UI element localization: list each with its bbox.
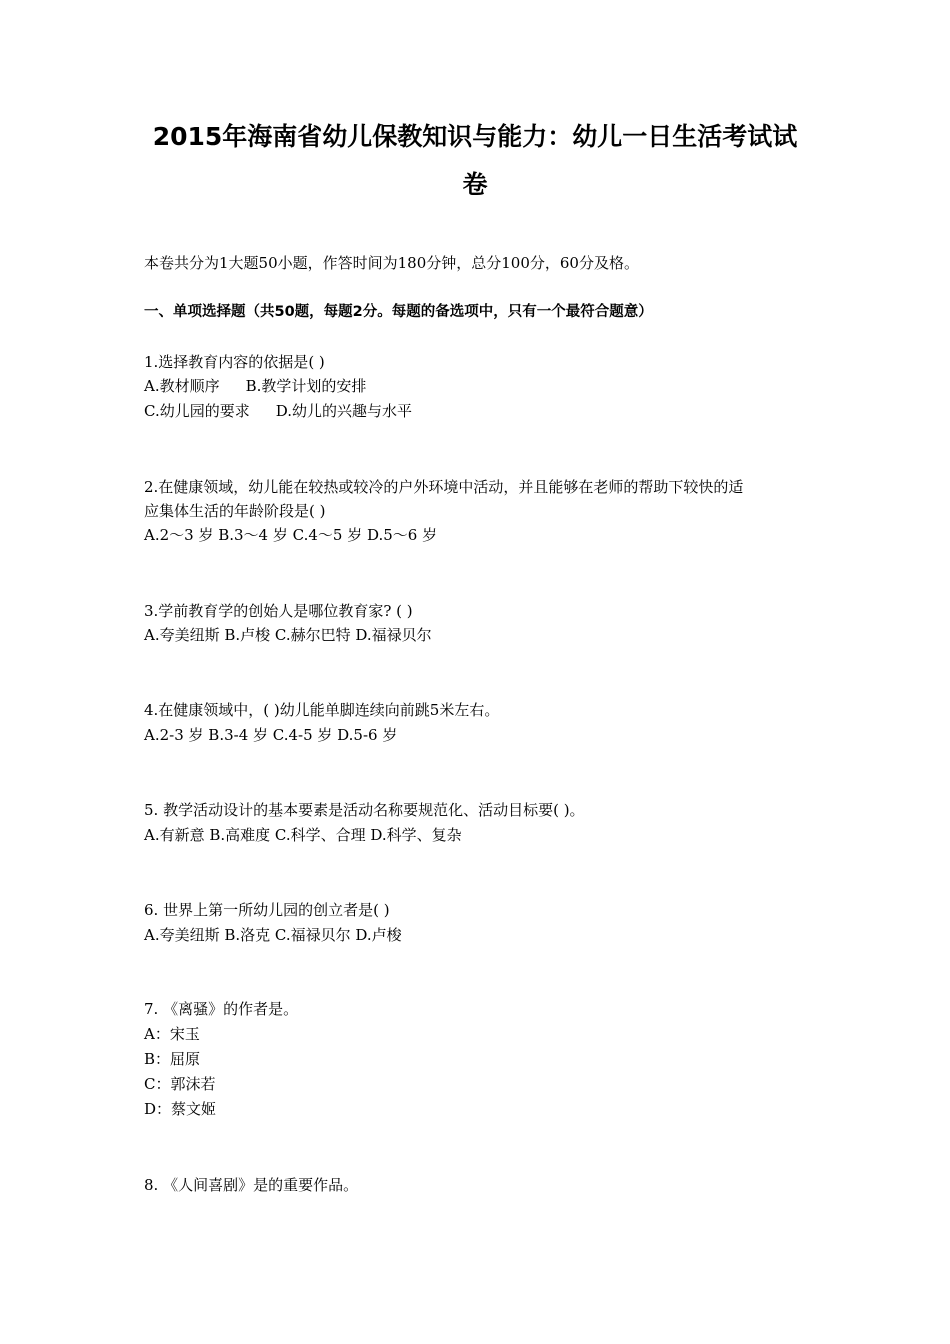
question-6-stem: 6. 世界上第一所幼儿园的创立者是( )	[144, 901, 390, 919]
question-5-stem: 5. 教学活动设计的基本要素是活动名称要规范化、活动目标要( )。	[144, 801, 585, 819]
question-1-options-row2	[144, 400, 834, 422]
question-6-options: A.夸美纽斯 B.洛克 C.福禄贝尔 D.卢梭	[144, 926, 402, 944]
question-1-option-d: D.幼儿的兴趣与水平	[275, 402, 412, 420]
question-3-stem: 3.学前教育学的创始人是哪位教育家? ( )	[144, 602, 413, 620]
question-1-option-b: B.教学计划的安排	[245, 377, 367, 395]
question-7-option-a: A：宋玉	[144, 1025, 200, 1043]
question-3-options: A.夸美纽斯 B.卢梭 C.赫尔巴特 D.福禄贝尔	[144, 626, 432, 644]
question-7-stem: 7. 《离骚》的作者是。	[144, 1000, 299, 1018]
section-heading: 一、单项选择题（共50题，每题2分。每题的备选项中，只有一个最符合题意）	[144, 304, 653, 320]
question-7-option-c: C：郭沫若	[144, 1075, 216, 1093]
exam-title-line2: 卷	[462, 170, 488, 199]
question-8-stem: 8. 《人间喜剧》是的重要作品。	[144, 1176, 359, 1194]
question-1-option-c: C.幼儿园的要求	[144, 402, 250, 420]
question-1-stem: 1.选择教育内容的依据是( )	[144, 353, 325, 371]
question-7-option-d: D：蔡文姬	[144, 1100, 217, 1118]
question-2-options: A.2～3 岁 B.3～4 岁 C.4～5 岁 D.5～6 岁	[144, 526, 438, 544]
question-1-options-row1	[144, 375, 834, 397]
question-5-options: A.有新意 B.高难度 C.科学、合理 D.科学、复杂	[144, 826, 462, 844]
exam-title-line1: 2015年海南省幼儿保教知识与能力：幼儿一日生活考试试	[152, 122, 798, 151]
exam-intro: 本卷共分为1大题50小题，作答时间为180分钟，总分100分，60分及格。	[144, 254, 639, 272]
question-2-stem-line2: 应集体生活的年龄阶段是( )	[144, 502, 326, 520]
question-7-option-b: B：屈原	[144, 1050, 201, 1068]
question-1-option-a: A.教材顺序	[144, 377, 220, 395]
question-4-options: A.2-3 岁 B.3-4 岁 C.4-5 岁 D.5-6 岁	[144, 726, 398, 744]
question-2-stem-line1: 2.在健康领域，幼儿能在较热或较冷的户外环境中活动，并且能够在老师的帮助下较快的适	[144, 478, 744, 496]
question-4-stem: 4.在健康领域中，( )幼儿能单脚连续向前跳5米左右。	[144, 701, 500, 719]
